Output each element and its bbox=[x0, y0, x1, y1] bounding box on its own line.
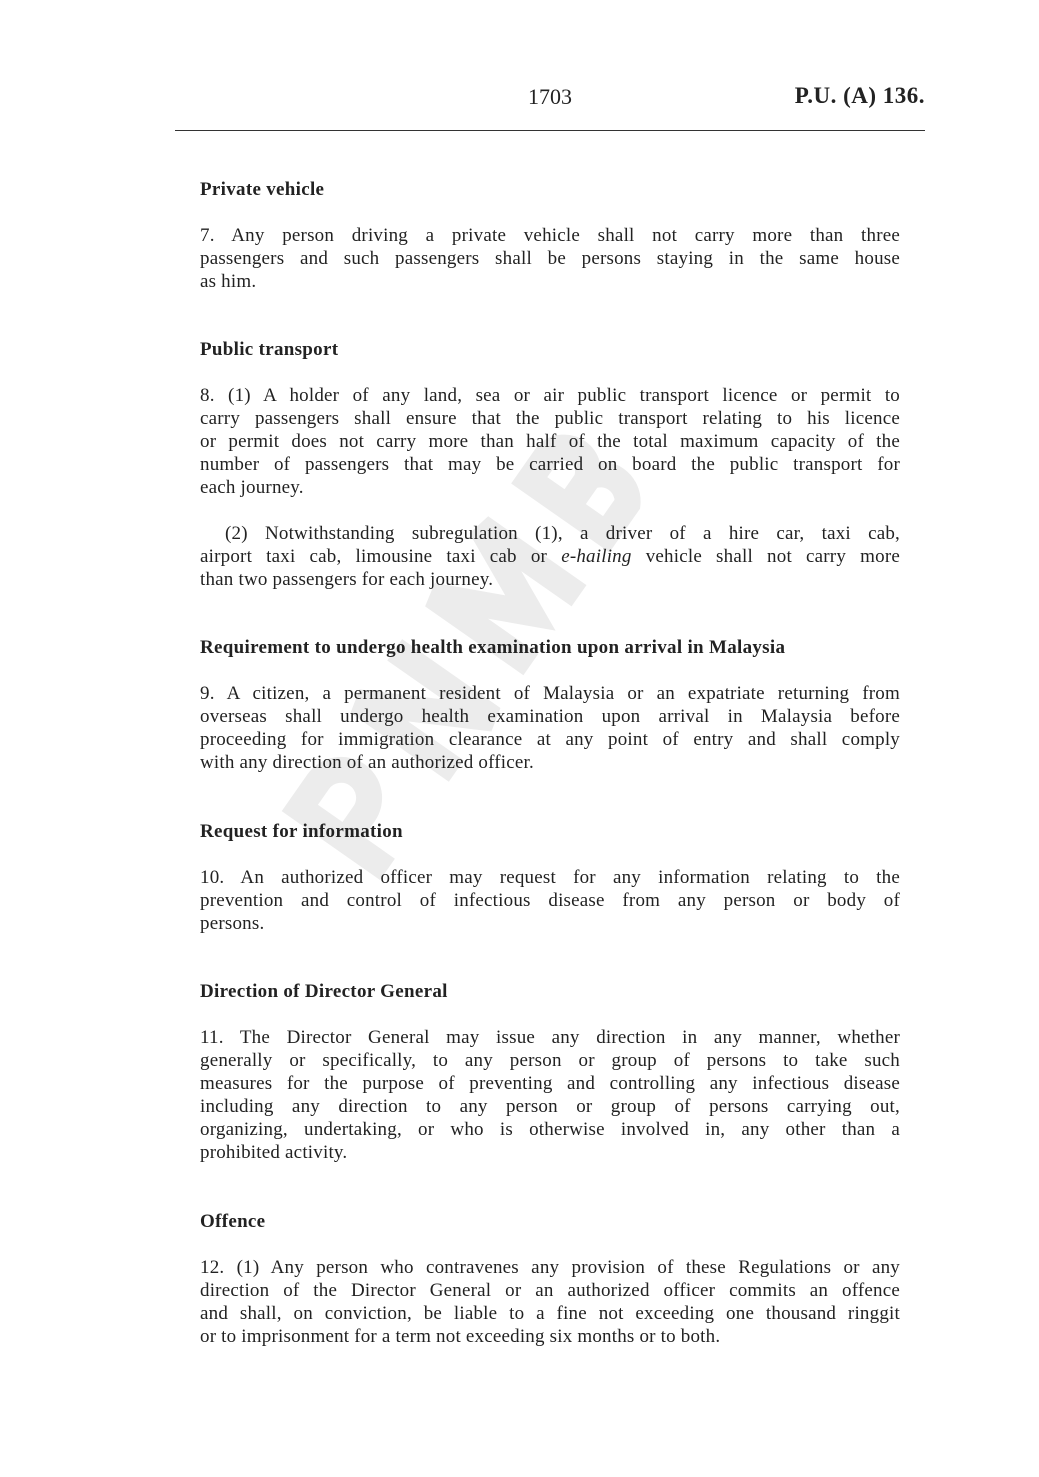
paragraph bbox=[200, 1026, 900, 1164]
text-line bbox=[200, 384, 900, 407]
section-heading: Public transport bbox=[200, 339, 339, 360]
text-run: or to imprisonment for a term not exceeding six months or to both. bbox=[200, 1326, 721, 1347]
text-line bbox=[200, 705, 900, 728]
text-line bbox=[200, 1049, 900, 1072]
section bbox=[200, 636, 900, 774]
italic-term: e-hailing bbox=[561, 546, 632, 567]
text-run: with any direction of an authorized officer. bbox=[200, 752, 534, 773]
text-line bbox=[200, 224, 900, 247]
text-line bbox=[200, 545, 900, 568]
text-line bbox=[200, 1118, 900, 1141]
section-heading: Requirement to undergo health examination upon arrival in Malaysia bbox=[200, 637, 786, 658]
text-line bbox=[200, 1026, 900, 1049]
text-line bbox=[200, 912, 900, 935]
text-line bbox=[200, 270, 900, 293]
header-rule bbox=[175, 130, 925, 131]
section bbox=[200, 980, 900, 1164]
text-run: proceeding for immigration clearance at any point of entry and shall comply bbox=[200, 729, 900, 750]
text-run: 10. An authorized officer may request for any information relating to the bbox=[200, 867, 900, 888]
paragraph bbox=[200, 1256, 900, 1348]
text-run: (2) Notwithstanding subregulation (1), a driver of a hire car, taxi cab, bbox=[225, 523, 900, 544]
text-line bbox=[200, 407, 900, 430]
text-line bbox=[200, 1279, 900, 1302]
text-line bbox=[200, 866, 900, 889]
section bbox=[200, 1210, 900, 1348]
paragraph bbox=[200, 224, 900, 293]
text-run: prohibited activity. bbox=[200, 1142, 348, 1163]
text-run: 12. (1) Any person who contravenes any provision of these Regulations or any bbox=[200, 1257, 900, 1278]
text-run: vehicle shall not carry more bbox=[631, 546, 900, 567]
text-run: direction of the Director General or an authorized officer commits an offence bbox=[200, 1280, 900, 1301]
text-line bbox=[200, 430, 900, 453]
text-run: generally or specifically, to any person or group of persons to take such bbox=[200, 1050, 900, 1071]
text-line bbox=[200, 889, 900, 912]
section-heading: Offence bbox=[200, 1211, 266, 1232]
text-line bbox=[200, 476, 900, 499]
text-line bbox=[200, 1325, 900, 1348]
text-line bbox=[200, 1141, 900, 1164]
section bbox=[200, 338, 900, 591]
text-run: or permit does not carry more than half of the total maximum capacity of the bbox=[200, 431, 900, 452]
text-line bbox=[200, 1095, 900, 1118]
text-run: 8. (1) A holder of any land, sea or air public transport licence or permit to bbox=[200, 385, 900, 406]
text-line bbox=[200, 1302, 900, 1325]
text-line bbox=[200, 728, 900, 751]
section-heading: Request for information bbox=[200, 821, 403, 842]
text-run: 11. The Director General may issue any direction in any manner, whether bbox=[200, 1027, 900, 1048]
text-line bbox=[200, 1256, 900, 1279]
document-reference: P.U. (A) 136. bbox=[794, 83, 925, 108]
text-run: than two passengers for each journey. bbox=[200, 569, 494, 590]
text-run: including any direction to any person or group of persons carrying out, bbox=[200, 1096, 900, 1117]
text-run: 7. Any person driving a private vehicle shall not carry more than three bbox=[200, 225, 900, 246]
text-line bbox=[200, 568, 900, 591]
text-run: airport taxi cab, limousine taxi cab or bbox=[200, 546, 562, 567]
text-line bbox=[200, 682, 900, 705]
text-run: each journey. bbox=[200, 477, 304, 498]
text-line bbox=[200, 247, 900, 270]
text-run: passengers and such passengers shall be persons staying in the same house bbox=[200, 248, 900, 269]
text-run: 9. A citizen, a permanent resident of Malaysia or an expatriate returning from bbox=[200, 683, 900, 704]
text-run: prevention and control of infectious disease from any person or body of bbox=[200, 890, 900, 911]
text-run: as him. bbox=[200, 271, 257, 292]
text-run: persons. bbox=[200, 913, 265, 934]
section bbox=[200, 820, 900, 935]
paragraph bbox=[200, 522, 900, 591]
text-line bbox=[200, 751, 900, 774]
paragraph bbox=[200, 682, 900, 774]
text-line bbox=[200, 522, 900, 545]
section bbox=[200, 178, 900, 293]
text-line bbox=[200, 453, 900, 476]
text-line bbox=[200, 1072, 900, 1095]
page-number: 1703 bbox=[528, 84, 572, 109]
text-run: overseas shall undergo health examination upon arrival in Malaysia before bbox=[200, 706, 900, 727]
section-heading: Direction of Director General bbox=[200, 981, 448, 1002]
section-heading: Private vehicle bbox=[200, 179, 325, 200]
text-run: organizing, undertaking, or who is otherwise involved in, any other than a bbox=[200, 1119, 900, 1140]
paragraph bbox=[200, 384, 900, 499]
text-run: number of passengers that may be carried on board the public transport for bbox=[200, 454, 900, 475]
text-run: measures for the purpose of preventing and controlling any infectious disease bbox=[200, 1073, 900, 1094]
text-run: carry passengers shall ensure that the public transport relating to his licence bbox=[200, 408, 900, 429]
text-run: and shall, on conviction, be liable to a fine not exceeding one thousand ringgit bbox=[200, 1303, 900, 1324]
paragraph bbox=[200, 866, 900, 935]
